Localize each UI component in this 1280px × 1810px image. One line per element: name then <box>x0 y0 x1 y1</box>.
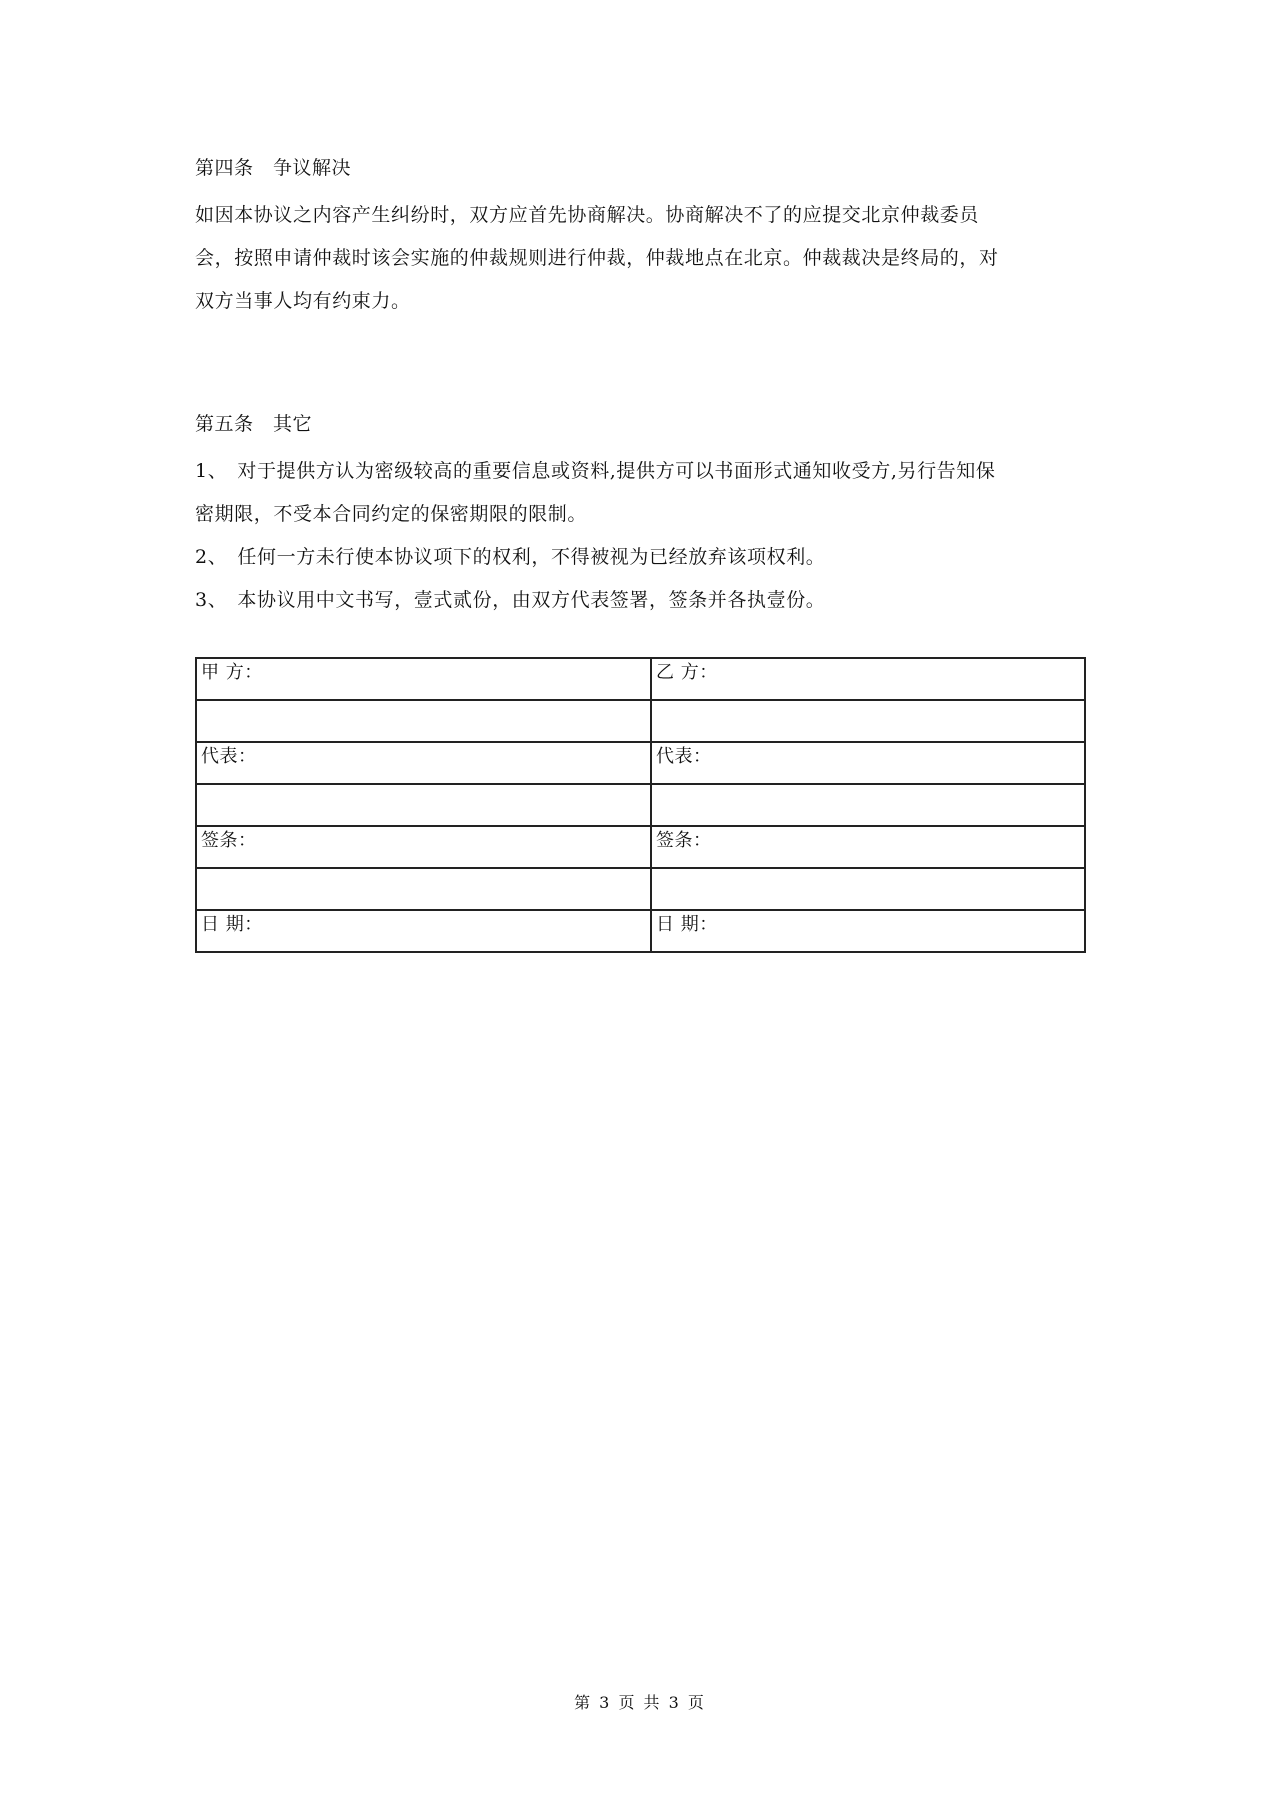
party-a-signature-label: 签条： <box>196 826 651 868</box>
page-number-footer: 第 3 页 共 3 页 <box>574 1693 706 1712</box>
article-4-line: 双方当事人均有约束力。 <box>195 290 411 312</box>
party-b-representative-field[interactable] <box>651 784 1085 826</box>
article-4-heading: 第四条 争议解决 <box>195 157 352 179</box>
article-5-line: 2、 任何一方未行使本协议项下的权利，不得被视为已经放弃该项权利。 <box>195 546 826 568</box>
article-5-line: 1、 对于提供方认为密级较高的重要信息或资料,提供方可以书面形式通知收受方,另行告知保 <box>195 460 996 482</box>
party-b-date-label: 日 期： <box>651 910 1085 952</box>
party-a-representative-field[interactable] <box>196 784 651 826</box>
article-5-body <box>195 450 1095 622</box>
party-a-label: 甲 方： <box>196 658 651 700</box>
party-b-signature-field[interactable] <box>651 868 1085 910</box>
party-a-field[interactable] <box>196 700 651 742</box>
signature-table <box>195 657 1086 953</box>
article-5-line: 3、 本协议用中文书写，壹式贰份，由双方代表签署，签条并各执壹份。 <box>195 589 826 611</box>
table-row <box>196 910 1085 952</box>
article-4-line: 如因本协议之内容产生纠纷时，双方应首先协商解决。协商解决不了的应提交北京仲裁委员 <box>195 204 980 226</box>
table-row <box>196 826 1085 868</box>
party-b-signature-label: 签条： <box>651 826 1085 868</box>
table-row <box>196 784 1085 826</box>
party-b-field[interactable] <box>651 700 1085 742</box>
table-row <box>196 742 1085 784</box>
party-a-date-label: 日 期： <box>196 910 651 952</box>
article-4-body <box>195 194 1095 323</box>
table-row <box>196 658 1085 700</box>
article-4-line: 会，按照申请仲裁时该会实施的仲裁规则进行仲裁，仲裁地点在北京。仲裁裁决是终局的，对 <box>195 247 999 269</box>
table-row <box>196 868 1085 910</box>
party-a-signature-field[interactable] <box>196 868 651 910</box>
party-a-representative-label: 代表： <box>196 742 651 784</box>
article-5-line: 密期限，不受本合同约定的保密期限的限制。 <box>195 503 588 525</box>
table-row <box>196 700 1085 742</box>
party-b-label: 乙 方： <box>651 658 1085 700</box>
article-5-heading: 第五条 其它 <box>195 413 313 435</box>
party-b-representative-label: 代表： <box>651 742 1085 784</box>
